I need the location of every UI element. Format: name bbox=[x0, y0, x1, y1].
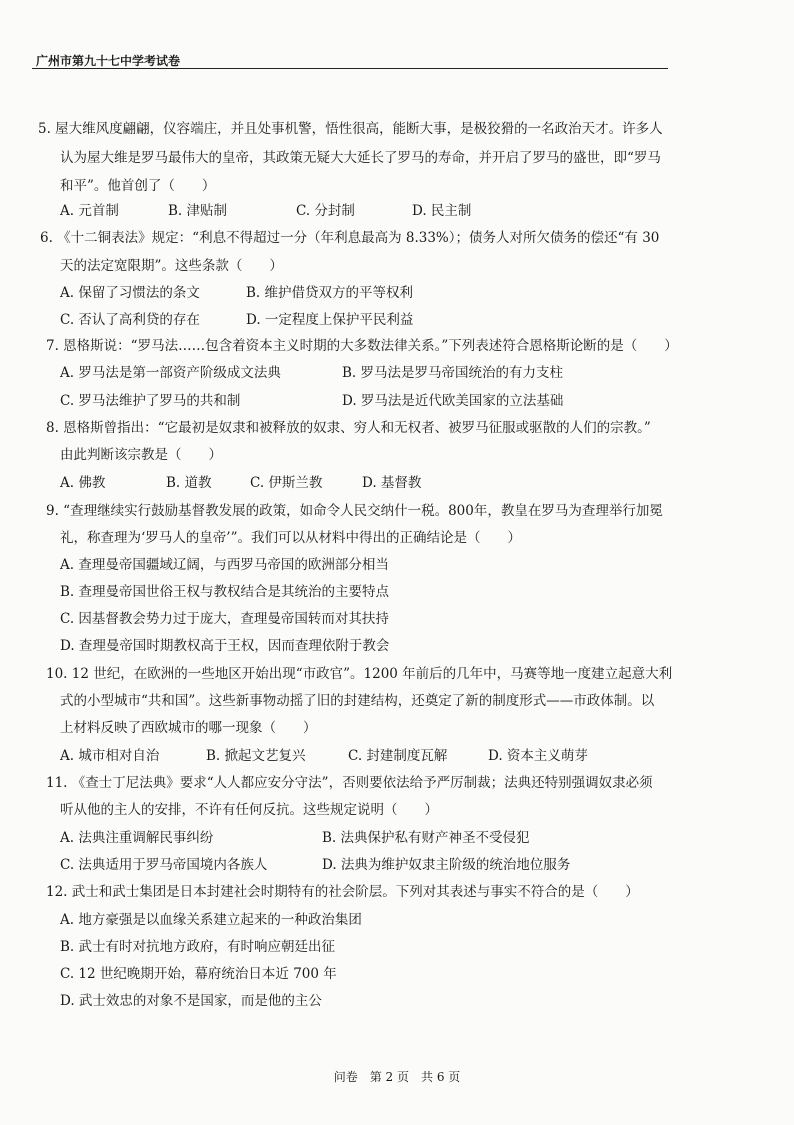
exam-header: 广州市第九十七中学考试卷 bbox=[36, 54, 181, 68]
q6-stem-line-2: 天的法定宽限期”。这些条款（ ） bbox=[60, 258, 283, 274]
q8-option-c: C. 伊斯兰教 bbox=[250, 475, 323, 491]
q11-stem-line-2: 听从他的主人的安排，不许有任何反抗。这些规定说明（ ） bbox=[60, 802, 438, 818]
q11-option-c: C. 法典适用于罗马帝国境内各族人 bbox=[60, 857, 268, 873]
q9-option-a: A. 查理曼帝国疆域辽阔，与西罗马帝国的欧洲部分相当 bbox=[60, 557, 389, 573]
page-footer: 问卷 第 2 页 共 6 页 bbox=[333, 1070, 461, 1084]
q7-option-c: C. 罗马法维护了罗马的共和制 bbox=[60, 393, 241, 409]
q6-option-a: A. 保留了习惯法的条文 bbox=[60, 285, 200, 301]
q6-option-d: D. 一定程度上保护平民利益 bbox=[246, 312, 414, 328]
q9-stem-line-1: 9. “查理继续实行鼓励基督教发展的政策，如命令人民交纳什一税。800年，教皇在罗马为查理举行加冕 bbox=[46, 503, 663, 519]
q6-option-b: B. 维护借贷双方的平等权利 bbox=[246, 285, 414, 301]
q12-option-d: D. 武士效忠的对象不是国家，而是他的主公 bbox=[60, 993, 322, 1009]
q9-option-b: B. 查理曼帝国世俗王权与教权结合是其统治的主要特点 bbox=[60, 584, 390, 600]
q9-stem-line-2: 礼，称查理为‘罗马人的皇帝’”。我们可以从材料中得出的正确结论是（ ） bbox=[60, 530, 521, 546]
q8-option-b: B. 道教 bbox=[166, 475, 212, 491]
q11-option-a: A. 法典注重调解民事纠纷 bbox=[60, 830, 214, 846]
q9-option-d: D. 查理曼帝国时期教权高于王权，因而查理依附于教会 bbox=[60, 638, 390, 654]
q8-option-d: D. 基督教 bbox=[362, 475, 422, 491]
q10-option-a: A. 城市相对自治 bbox=[60, 748, 160, 764]
q5-option-b: B. 津贴制 bbox=[168, 203, 228, 219]
q11-option-b: B. 法典保护私有财产神圣不受侵犯 bbox=[322, 830, 530, 846]
header-rule bbox=[32, 68, 668, 69]
q7-option-a: A. 罗马法是第一部资产阶级成文法典 bbox=[60, 365, 281, 381]
q10-stem-line-2: 式的小型城市“共和国”。这些新事物动摇了旧的封建结构，还奠定了新的制度形式——市政体制。以 bbox=[60, 693, 655, 709]
q8-option-a: A. 佛教 bbox=[60, 475, 106, 491]
q7-option-d: D. 罗马法是近代欧美国家的立法基础 bbox=[342, 393, 564, 409]
q5-option-a: A. 元首制 bbox=[60, 203, 119, 219]
q12-option-a: A. 地方豪强是以血缘关系建立起来的一种政治集团 bbox=[60, 912, 362, 928]
q5-stem-line-3: 和平”。他首创了（ ） bbox=[60, 178, 216, 194]
q10-option-b: B. 掀起文艺复兴 bbox=[206, 748, 306, 764]
q5-option-c: C. 分封制 bbox=[296, 203, 355, 219]
q6-option-c: C. 否认了高利贷的存在 bbox=[60, 312, 200, 328]
q8-stem-line-2: 由此判断该宗教是（ ） bbox=[60, 447, 222, 463]
q10-option-c: C. 封建制度瓦解 bbox=[348, 748, 448, 764]
q10-stem-line-1: 10. 12 世纪，在欧洲的一些地区开始出现“市政官”。1200 年前后的几年中，马赛等地一度建立起意大利 bbox=[46, 666, 673, 682]
q12-option-c: C. 12 世纪晚期开始，幕府统治日本近 700 年 bbox=[60, 966, 337, 982]
q11-option-d: D. 法典为维护奴隶主阶级的统治地位服务 bbox=[322, 857, 571, 873]
q5-stem-line-1: 5. 屋大维风度翩翩，仪容端庄，并且处事机警，悟性很高，能断大事，是极狡猾的一名政治天才。许多人 bbox=[38, 121, 663, 137]
q10-stem-line-3: 上材料反映了西欧城市的哪一现象（ ） bbox=[60, 720, 317, 736]
q5-stem-line-2: 认为屋大维是罗马最伟大的皇帝，其政策无疑大大延长了罗马的寿命，并开启了罗马的盛世，即“罗马 bbox=[60, 150, 661, 166]
q9-option-c: C. 因基督教会势力过于庞大，查理曼帝国转而对其扶持 bbox=[60, 611, 389, 627]
q11-stem-line-1: 11. 《查士丁尼法典》要求“人人都应安分守法”，否则要依法给予严厉制裁；法典还特别强调奴隶必须 bbox=[46, 775, 653, 791]
q7-option-b: B. 罗马法是罗马帝国统治的有力支柱 bbox=[342, 365, 564, 381]
q8-stem-line-1: 8. 恩格斯曾指出：“它最初是奴隶和被释放的奴隶、穷人和无权者、被罗马征服或驱散的人们的宗教。” bbox=[46, 420, 651, 436]
q5-option-d: D. 民主制 bbox=[412, 203, 472, 219]
q10-option-d: D. 资本主义萌芽 bbox=[488, 748, 588, 764]
q6-stem-line-1: 6. 《十二铜表法》规定：“利息不得超过一分（年利息最高为 8.33%）；债务人对所欠债务的偿还“有 30 bbox=[40, 230, 660, 246]
q12-stem-line-1: 12. 武士和武士集团是日本封建社会时期特有的社会阶层。下列对其表述与事实不符合的是（ ） bbox=[46, 884, 639, 900]
q7-stem-line-1: 7. 恩格斯说：“罗马法……包含着资本主义时期的大多数法律关系。”下列表述符合恩格斯论断的是（ ） bbox=[46, 338, 678, 354]
q12-option-b: B. 武士有时对抗地方政府，有时响应朝廷出征 bbox=[60, 939, 336, 955]
